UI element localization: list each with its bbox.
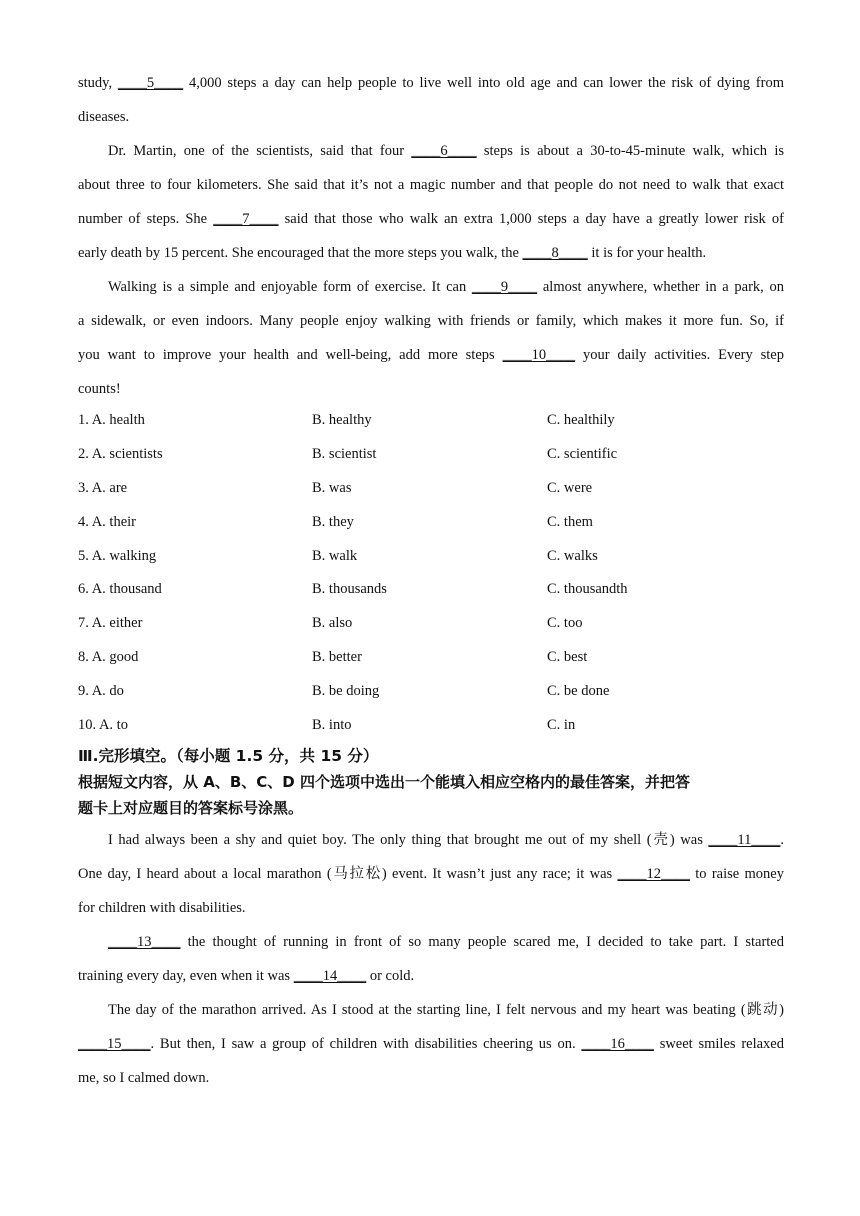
passage-2 (78, 823, 784, 1095)
option-a[interactable]: 1. A. health (78, 412, 145, 428)
text: I had always been a shy and quiet boy. The only thing that brought me out of my shell (壳) was (108, 832, 709, 848)
passage-line (78, 100, 784, 134)
text: me, so I calmed down. (78, 1070, 210, 1086)
option-a[interactable]: 3. A. are (78, 479, 128, 496)
answer-options (78, 404, 784, 743)
option-c[interactable]: C. best (547, 649, 588, 666)
text: Walking is a simple and enjoyable form of exercise. It can (108, 279, 472, 295)
option-row (78, 540, 784, 574)
option-b[interactable]: B. healthy (312, 412, 372, 428)
blank-6: ____6____ (411, 143, 477, 159)
text: the thought of running in front of so many people scared me, I decided to take part. I started (180, 934, 784, 950)
option-a[interactable]: 7. A. either (78, 615, 143, 632)
option-c[interactable]: C. thousandth (547, 581, 628, 598)
text: for children with disabilities. (78, 900, 246, 916)
passage-line (78, 372, 784, 406)
passage-line (78, 857, 784, 891)
option-c[interactable]: C. too (547, 615, 583, 632)
option-row (78, 607, 784, 641)
text: early death by 15 percent. She encouraged that the more steps you walk, the (78, 245, 523, 261)
text: a sidewalk, or even indoors. Many people enjoy walking with friends or family, which makes it more fun. So, if (78, 313, 784, 329)
blank-7: ____7____ (213, 211, 279, 227)
text: to raise money (689, 866, 784, 882)
text: sweet smiles relaxed (653, 1036, 784, 1052)
passage-line (78, 134, 784, 168)
option-b[interactable]: B. walk (312, 547, 358, 564)
option-b[interactable]: B. they (312, 513, 354, 530)
passage-line (78, 891, 784, 925)
section-3-title: Ⅲ.完形填空。（每小题 1.5 分，共 15 分） (78, 747, 379, 765)
passage-line (78, 925, 784, 959)
passage-line (78, 959, 784, 993)
option-c[interactable]: C. be done (547, 683, 610, 700)
option-row (78, 675, 784, 709)
passage-line (78, 66, 784, 100)
passage-line (78, 270, 784, 304)
passage-line (78, 168, 784, 202)
option-b[interactable]: B. be doing (312, 683, 380, 700)
text: training every day, even when it was (78, 968, 294, 984)
text: . (780, 832, 784, 848)
text: number of steps. She (78, 211, 214, 227)
option-b[interactable]: B. scientist (312, 445, 377, 462)
text: your daily activities. Every step (575, 347, 784, 363)
text: The day of the marathon arrived. As I stood at the starting line, I felt nervous and my heart was beating (跳动) (108, 1002, 784, 1018)
text: One day, I heard about a local marathon (马拉松) event. It wasn’t just any race; it was (78, 866, 618, 882)
option-row (78, 438, 784, 472)
option-b[interactable]: B. into (312, 717, 352, 734)
option-a[interactable]: 10. A. to (78, 717, 128, 734)
blank-15: ____15____ (78, 1036, 151, 1052)
text: it is for your health. (587, 245, 707, 261)
option-c[interactable]: C. walks (547, 547, 598, 564)
blank-13: ____13____ (108, 934, 181, 950)
passage-line (78, 993, 784, 1027)
text: said that those who walk an extra 1,000 steps a day have a greatly lower risk of (278, 211, 784, 227)
option-a[interactable]: 5. A. walking (78, 547, 157, 564)
blank-9: ____9____ (471, 279, 538, 295)
text: study, (78, 75, 118, 91)
option-b[interactable]: B. better (312, 649, 362, 666)
blank-5: ____5____ (117, 75, 184, 91)
text: . But then, I saw a group of children with disabilities cheering us on. (150, 1036, 582, 1052)
option-c[interactable]: C. them (547, 513, 593, 530)
option-a[interactable]: 8. A. good (78, 649, 139, 666)
option-row (78, 573, 784, 607)
passage-line (78, 304, 784, 338)
option-c[interactable]: C. healthily (547, 412, 615, 428)
option-a[interactable]: 4. A. their (78, 513, 136, 530)
text: Dr. Martin, one of the scientists, said that four (108, 143, 412, 159)
text: 4,000 steps a day can help people to live well into old age and can lower the risk of dying from (183, 75, 784, 91)
passage-line (78, 338, 784, 372)
option-c[interactable]: C. scientific (547, 445, 618, 462)
text: diseases. (78, 109, 130, 125)
option-a[interactable]: 2. A. scientists (78, 445, 163, 462)
blank-16: ____16____ (581, 1036, 654, 1052)
passage-1 (78, 66, 784, 406)
section-3-instruction-1: 根据短文内容，从 A、B、C、D 四个选项中选出一个能填入相应空格内的最佳答案，并把答 (78, 773, 690, 791)
blank-14: ____14____ (293, 968, 367, 984)
passage-line (78, 1061, 784, 1095)
blank-11: ____11____ (708, 832, 781, 848)
passage-line (78, 236, 784, 270)
option-row (78, 709, 784, 743)
text: steps is about a 30-to-45-minute walk, which is (476, 143, 784, 159)
passage-line (78, 202, 784, 236)
option-row (78, 641, 784, 675)
option-row (78, 472, 784, 506)
blank-8: ____8____ (522, 245, 588, 261)
option-row (78, 506, 784, 540)
option-a[interactable]: 9. A. do (78, 683, 124, 700)
text: counts! (78, 381, 121, 397)
option-b[interactable]: B. also (312, 615, 353, 632)
option-b[interactable]: B. thousands (312, 581, 387, 598)
passage-line (78, 1027, 784, 1061)
text: almost anywhere, whether in a park, on (537, 279, 784, 295)
option-a[interactable]: 6. A. thousand (78, 581, 162, 598)
text: you want to improve your health and well-being, add more steps (78, 347, 503, 363)
text: about three to four kilometers. She said that it’s not a magic number and that people do not need to walk that exact (78, 177, 784, 193)
option-b[interactable]: B. was (312, 479, 352, 496)
option-c[interactable]: C. were (547, 479, 593, 496)
text: or cold. (366, 968, 415, 984)
blank-12: ____12____ (617, 866, 690, 882)
option-c[interactable]: C. in (547, 717, 576, 734)
blank-10: ____10____ (502, 347, 576, 363)
option-row (78, 404, 784, 438)
section-3-instruction-2: 题卡上对应题目的答案标号涂黑。 (78, 799, 304, 817)
passage-line (78, 823, 784, 857)
